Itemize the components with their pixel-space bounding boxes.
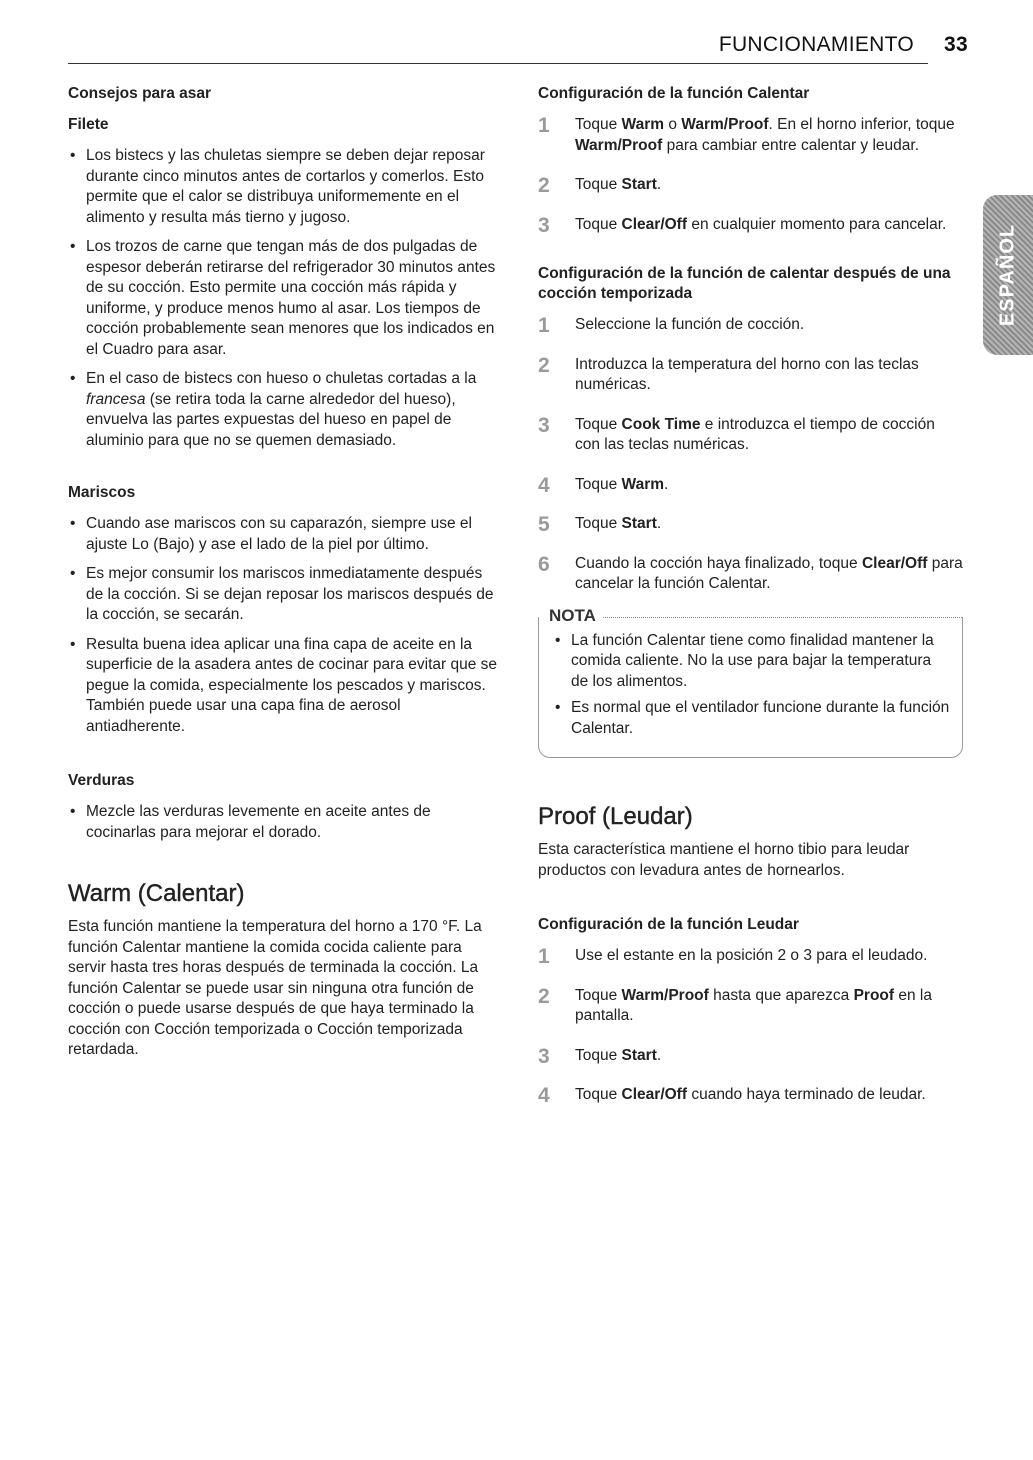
warm-description: Esta función mantiene la temperatura del horno a 170 °F. La función Calentar mantiene la comida cocida caliente para servir hasta tres horas después de terminada la cocción. La función Calentar se puede usar sin ninguna otra función de cocción o puede usarse después de que haya terminado la cocción con Cocción temporizada o Cocción temporizada retardada. — [68, 918, 482, 1058]
note-box — [538, 605, 963, 759]
vegetables-heading: Verduras — [68, 772, 135, 789]
seafood-heading: Mariscos — [68, 484, 136, 501]
left-column — [68, 84, 500, 1061]
grill-tips-heading: Consejos para asar — [68, 85, 212, 102]
note-title: NOTA — [543, 606, 602, 627]
step-number: 2 — [538, 984, 550, 1008]
step-item: 2 Introduzca la temperatura del horno con las teclas numéricas. — [538, 353, 919, 393]
warm-setup-heading: Configuración de la función Calentar — [538, 85, 810, 102]
step-number: 1 — [538, 314, 550, 337]
vegetables-list — [68, 802, 500, 843]
note-list — [553, 631, 950, 740]
step-item: 5 Toque Start. — [538, 513, 662, 536]
step-number: 4 — [538, 473, 550, 497]
step-number: 6 — [538, 552, 550, 576]
step-item: 2 Toque Warm/Proof hasta que aparezca Proof en la pantalla. — [538, 984, 932, 1024]
list-item: • Es mejor consumir los mariscos inmediatamente después de la cocción. Si se dejan reposar los mariscos después de la cocción, se secarán. — [68, 564, 500, 626]
step-item: 3 Toque Start. — [538, 1044, 662, 1068]
step-item: 3 Toque Cook Time e introduzca el tiempo de cocción con las teclas numéricas. — [538, 413, 935, 453]
list-item: • Los bistecs y las chuletas siempre se deben dejar reposar durante cinco minutos antes de cortarlos y comerlos. Esto permite que el calor se distribuya uniformemente en el alimento y resulta más tierno y jugoso. — [68, 146, 500, 228]
language-tab-label: ESPAÑOL — [996, 223, 1019, 327]
step-number: 1 — [538, 114, 550, 137]
warm-after-heading: Configuración de la función de calentar después de una cocción temporizada — [538, 265, 951, 302]
step-item: 1 Toque Warm o Warm/Proof. En el horno inferior, toque Warm/Proof para cambiar entre calentar y leudar. — [538, 114, 955, 154]
list-item: • Resulta buena idea aplicar una fina capa de aceite en la superficie de la asadera antes de cocinar para evitar que se pegue la comida, especialmente los pescados y mariscos. También puede usar una capa fina de aerosol antiadherente. — [68, 635, 500, 738]
list-item: • Cuando ase mariscos con su caparazón, siempre use el ajuste Lo (Bajo) y ase el lado de la piel por último. — [68, 514, 500, 555]
proof-setup-steps — [538, 946, 963, 1106]
steak-list — [68, 146, 500, 451]
warm-setup-steps — [538, 115, 963, 235]
section-title: FUNCIONAMIENTO — [718, 33, 914, 56]
step-number: 3 — [538, 1044, 550, 1068]
right-column — [538, 84, 963, 1125]
step-number: 3 — [538, 413, 550, 437]
text: (se retira toda la carne alrededor del hueso), envuelva las partes expuestas del hueso en papel de aluminio para que no se quemen demasiado. — [86, 390, 456, 449]
proof-setup-heading: Configuración de la función Leudar — [538, 916, 799, 933]
step-item: 6 Cuando la cocción haya finalizado, toque Clear/Off para cancelar la función Calentar. — [538, 552, 963, 592]
list-item: • Es normal que el ventilador funcione durante la función Calentar. — [553, 698, 950, 739]
text: En el caso de bistecs con hueso o chuletas cortadas a la — [86, 370, 477, 387]
step-number: 1 — [538, 945, 550, 968]
proof-heading: Proof (Leudar) — [538, 803, 693, 830]
step-number: 2 — [538, 353, 550, 377]
step-number: 4 — [538, 1084, 550, 1107]
step-item: 4 Toque Warm. — [538, 473, 669, 497]
page-number: 33 — [944, 33, 968, 56]
step-item: 1 Use el estante en la posición 2 o 3 para el leudado. — [538, 945, 928, 968]
step-number: 3 — [538, 213, 550, 237]
step-item: 4 Toque Clear/Off cuando haya terminado de leudar. — [538, 1084, 926, 1107]
language-tab — [983, 195, 1033, 355]
list-item: • Mezcle las verduras levemente en aceite antes de cocinarlas para mejorar el dorado. — [68, 802, 500, 843]
seafood-list — [68, 514, 500, 737]
page-header — [68, 33, 968, 64]
list-item: • Los trozos de carne que tengan más de dos pulgadas de espesor deberán retirarse del refrigerador 30 minutos antes de su cocción. Esto permite una cocción más rápida y uniforme, y produce menos humo al asar. Los tiempos de cocción probablemente sean menores que los indicados en el Cuadro para asar. — [68, 237, 500, 360]
proof-description: Esta característica mantiene el horno tibio para leudar productos con levadura antes de hornearlos. — [538, 841, 910, 879]
step-number: 5 — [538, 513, 550, 536]
step-item: 1 Seleccione la función de cocción. — [538, 314, 805, 337]
warm-after-steps — [538, 315, 963, 595]
steak-heading: Filete — [68, 116, 109, 133]
list-item: • La función Calentar tiene como finalidad mantener la comida caliente. No la use para bajar la temperatura de los alimentos. — [553, 631, 950, 693]
step-item: 3 Toque Clear/Off en cualquier momento para cancelar. — [538, 213, 947, 237]
step-number: 2 — [538, 174, 550, 197]
warm-heading: Warm (Calentar) — [68, 880, 245, 907]
step-item: 2 Toque Start. — [538, 174, 662, 197]
italic-term: francesa — [86, 390, 146, 408]
list-item — [68, 369, 500, 451]
